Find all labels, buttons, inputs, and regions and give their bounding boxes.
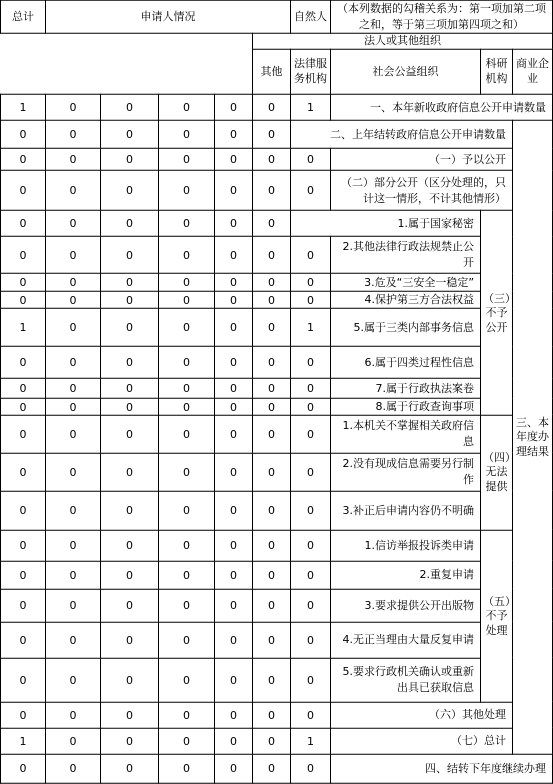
- cell-other: 0: [69, 275, 77, 289]
- cell-legal-service: 0: [126, 183, 133, 197]
- cell-commercial: 0: [268, 183, 275, 197]
- cell-other: 0: [69, 465, 77, 479]
- row-label: （六）其他处理: [331, 702, 513, 728]
- table-row: [1, 530, 553, 561]
- cell-total: 0: [19, 633, 27, 647]
- cell-research: 0: [230, 539, 237, 553]
- cell-legal-service: 0: [126, 355, 133, 369]
- cell-natural: 0: [307, 183, 314, 197]
- cell-commercial: 0: [268, 539, 275, 553]
- row-label: （七）总计: [331, 728, 513, 754]
- cell-research: 0: [230, 248, 237, 262]
- cell-research: 0: [230, 673, 237, 687]
- cell-social: 0: [183, 183, 190, 197]
- cell-natural: 0: [307, 355, 314, 369]
- cell-other: 0: [19, 216, 27, 230]
- cell-legal-service: 0: [126, 248, 133, 262]
- table-row: [1, 346, 553, 378]
- cell-commercial: 0: [268, 320, 275, 334]
- header-social: 社会公益组织: [372, 64, 439, 78]
- cell-legal-service: 0: [126, 152, 133, 166]
- cell-social: 0: [183, 568, 190, 582]
- cell-research: 0: [230, 381, 237, 395]
- header-other: 其他: [260, 64, 283, 78]
- cell-total: 0: [19, 293, 27, 307]
- cell-total: 0: [19, 762, 27, 776]
- table-row: [1, 94, 553, 120]
- cell-legal-service: 0: [69, 216, 77, 230]
- cell-research: 0: [230, 100, 237, 114]
- cell-research: 0: [230, 633, 237, 647]
- cell-other: 0: [69, 762, 77, 776]
- cell-social: 0: [183, 427, 190, 441]
- row-label: 四、结转下年度继续办理: [331, 754, 553, 783]
- cell-commercial: 0: [268, 734, 275, 748]
- table-row: [1, 273, 553, 291]
- header-legal-group: 法人或其他组织: [364, 33, 442, 47]
- cell-social: 0: [183, 465, 190, 479]
- cell-research: 0: [230, 465, 237, 479]
- cell-total: 0: [19, 708, 27, 722]
- cell-legal-service: 0: [126, 708, 133, 722]
- cell-research: 0: [230, 183, 237, 197]
- cell-other: 0: [69, 504, 77, 518]
- cell-social: 0: [183, 355, 190, 369]
- cell-legal-service: 0: [126, 568, 133, 582]
- row-label: 2.其他法律行政法规禁止公开: [331, 236, 481, 273]
- cell-social: 0: [183, 504, 190, 518]
- cell-other: 0: [69, 708, 77, 722]
- header-row-group: [1, 33, 553, 49]
- cell-natural: 0: [307, 248, 314, 262]
- cell-social: 0: [183, 633, 190, 647]
- cell-other: 0: [69, 293, 77, 307]
- cell-natural: 0: [268, 216, 275, 230]
- cell-research: 0: [230, 355, 237, 369]
- row-label: 7.属于行政执法案卷: [331, 378, 481, 398]
- table-row: [1, 658, 553, 702]
- header-natural: 自然人: [294, 9, 327, 23]
- cell-natural: 0: [307, 762, 314, 776]
- cell-commercial: 0: [230, 127, 237, 141]
- cell-natural: 0: [307, 673, 314, 687]
- cell-other: 0: [69, 381, 77, 395]
- row-label: 1.本机关不掌握相关政府信息: [331, 415, 481, 453]
- header-row-main: [1, 1, 553, 34]
- cell-social: 0: [183, 673, 190, 687]
- cell-natural: 1: [307, 320, 314, 334]
- table-row: [1, 148, 553, 170]
- cell-legal-service: 0: [126, 381, 133, 395]
- cell-total: 0: [19, 381, 27, 395]
- row-label: 8.属于行政查询事项: [331, 398, 481, 415]
- cell-natural: 0: [307, 708, 314, 722]
- cell-research: 0: [183, 216, 190, 230]
- cell-total: 0: [19, 183, 27, 197]
- header-applicant: 申请人情况: [140, 9, 196, 23]
- cell-commercial: 0: [268, 762, 275, 776]
- cell-natural: 0: [307, 152, 314, 166]
- cell-commercial: 0: [268, 100, 275, 114]
- cell-legal-service: 0: [126, 599, 133, 613]
- cell-natural: 0: [307, 293, 314, 307]
- row-label: 1.信访举报投诉类申请: [331, 530, 481, 561]
- cell-natural: 0: [307, 504, 314, 518]
- header-total: 总计: [12, 9, 34, 23]
- cell-legal-service: 0: [126, 427, 133, 441]
- cell-total: 0: [19, 275, 27, 289]
- cell-total: 1: [19, 734, 27, 748]
- cell-total: 0: [19, 599, 27, 613]
- cell-total: 0: [19, 504, 27, 518]
- row-label: 4.保护第三方合法权益: [331, 291, 481, 308]
- cell-social: 0: [183, 152, 190, 166]
- cell-legal-service: 0: [126, 673, 133, 687]
- row-label: 2.没有现成信息需要另行制作: [331, 453, 481, 491]
- row-label: 3.危及“三安全一稳定”: [331, 273, 481, 291]
- cell-social: 0: [126, 127, 133, 141]
- cell-commercial: 0: [268, 293, 275, 307]
- cell-social: 0: [183, 762, 190, 776]
- cell-other: 0: [69, 355, 77, 369]
- cell-total: 0: [19, 465, 27, 479]
- cell-other: 0: [69, 400, 77, 414]
- cell-natural: 0: [307, 465, 314, 479]
- cell-legal-service: 0: [126, 465, 133, 479]
- cell-natural: 0: [268, 127, 275, 141]
- cell-legal-service: 0: [126, 320, 133, 334]
- table-row: [1, 702, 553, 728]
- table-row: [1, 170, 553, 210]
- cell-total: 1: [19, 320, 27, 334]
- cell-research: 0: [230, 275, 237, 289]
- table-row: [1, 291, 553, 308]
- cell-legal-service: 0: [69, 127, 77, 141]
- cell-natural: 0: [307, 539, 314, 553]
- table-row: [1, 415, 553, 453]
- cell-research: 0: [230, 599, 237, 613]
- cell-commercial: 0: [268, 248, 275, 262]
- cell-total: 0: [19, 400, 27, 414]
- cell-research: 0: [230, 320, 237, 334]
- row-label: 4.无正当理由大量反复申请: [331, 622, 481, 658]
- row-label: （二）部分公开（区分处理的，只计这一情形，不计其他情形）: [331, 170, 513, 210]
- cell-legal-service: 0: [126, 100, 133, 114]
- cell-commercial: 0: [268, 465, 275, 479]
- cell-natural: 0: [307, 599, 314, 613]
- cell-other: 0: [69, 539, 77, 553]
- cell-commercial: 0: [268, 673, 275, 687]
- table-row: [1, 210, 553, 236]
- cell-research: 0: [230, 708, 237, 722]
- cell-natural: 1: [307, 100, 314, 114]
- cell-other: 0: [69, 734, 77, 748]
- header-note: （本列数据的勾稽关系为：第一项加第二项之和，等于第三项加第四项之和）: [331, 1, 553, 34]
- group-3-label: （三）不予公开: [481, 210, 513, 415]
- table-row: [1, 754, 553, 783]
- cell-research: 0: [230, 152, 237, 166]
- cell-commercial: 0: [268, 568, 275, 582]
- cell-total: 0: [19, 355, 27, 369]
- cell-commercial: 0: [268, 275, 275, 289]
- cell-commercial: 0: [268, 599, 275, 613]
- cell-legal-service: 0: [126, 293, 133, 307]
- cell-total: 0: [19, 539, 27, 553]
- table-row: [1, 491, 553, 530]
- cell-social: 0: [183, 320, 190, 334]
- cell-legal-service: 0: [126, 275, 133, 289]
- table-row: [1, 561, 553, 589]
- table-row: [1, 120, 553, 148]
- cell-other: 0: [19, 127, 27, 141]
- cell-natural: 0: [307, 568, 314, 582]
- cell-legal-service: 0: [126, 734, 133, 748]
- cell-natural: 0: [307, 400, 314, 414]
- cell-commercial: 0: [268, 400, 275, 414]
- cell-legal-service: 0: [126, 504, 133, 518]
- cell-research: 0: [230, 400, 237, 414]
- cell-natural: 1: [307, 734, 314, 748]
- cell-research: 0: [183, 127, 190, 141]
- cell-legal-service: 0: [126, 539, 133, 553]
- cell-legal-service: 0: [126, 633, 133, 647]
- table-row: [1, 308, 553, 346]
- group-4-label: （四）无法提供: [481, 415, 513, 530]
- cell-commercial: 0: [230, 216, 237, 230]
- cell-legal-service: 0: [126, 762, 133, 776]
- cell-natural: 0: [307, 275, 314, 289]
- cell-commercial: 0: [268, 381, 275, 395]
- cell-other: 0: [69, 427, 77, 441]
- cell-commercial: 0: [268, 504, 275, 518]
- table-row: [1, 622, 553, 658]
- cell-other: 0: [69, 633, 77, 647]
- header-research: 科研机构: [485, 57, 508, 85]
- cell-social: 0: [126, 216, 133, 230]
- cell-social: 0: [183, 275, 190, 289]
- table-row: [1, 589, 553, 622]
- row-label: 二、上年结转政府信息公开申请数量: [291, 120, 513, 148]
- cell-social: 0: [183, 293, 190, 307]
- row-label: 5.属于三类内部事务信息: [331, 308, 481, 346]
- cell-natural: 0: [307, 633, 314, 647]
- group-5-label: （五）不予处理: [481, 530, 513, 702]
- cell-total: 0: [19, 427, 27, 441]
- cell-other: 0: [69, 673, 77, 687]
- table-row: [1, 398, 553, 415]
- table-row: [1, 728, 553, 754]
- cell-natural: 0: [307, 381, 314, 395]
- cell-commercial: 0: [268, 708, 275, 722]
- cell-research: 0: [230, 293, 237, 307]
- row-label: 3.要求提供公开出版物: [331, 589, 481, 622]
- header-legal-service: 法律服务机构: [294, 57, 327, 85]
- row-label: 一、本年新收政府信息公开申请数量: [331, 94, 553, 120]
- cell-natural: 0: [307, 427, 314, 441]
- section-3-label: 三、本年度办理结果: [513, 120, 553, 754]
- cell-research: 0: [230, 504, 237, 518]
- row-label: （一）予以公开: [331, 148, 513, 170]
- header-row-categories: [1, 49, 553, 94]
- cell-social: 0: [183, 708, 190, 722]
- cell-total: 0: [19, 568, 27, 582]
- cell-social: 0: [183, 100, 190, 114]
- row-label: 2.重复申请: [331, 561, 481, 589]
- table-row: [1, 453, 553, 491]
- cell-social: 0: [183, 539, 190, 553]
- cell-commercial: 0: [268, 427, 275, 441]
- cell-social: 0: [183, 734, 190, 748]
- cell-other: 0: [69, 568, 77, 582]
- row-label: 1.属于国家秘密: [291, 210, 481, 236]
- header-commercial: 商业企业: [516, 57, 550, 85]
- cell-social: 0: [183, 248, 190, 262]
- cell-legal-service: 0: [126, 400, 133, 414]
- cell-other: 0: [69, 599, 77, 613]
- row-label: 3.补正后申请内容仍不明确: [331, 491, 481, 530]
- cell-research: 0: [230, 568, 237, 582]
- cell-social: 0: [183, 599, 190, 613]
- cell-commercial: 0: [268, 633, 275, 647]
- cell-other: 0: [69, 183, 77, 197]
- table-row: [1, 378, 553, 398]
- cell-total: 0: [19, 673, 27, 687]
- cell-total: 0: [19, 152, 27, 166]
- cell-commercial: 0: [268, 355, 275, 369]
- cell-commercial: 0: [268, 152, 275, 166]
- cell-total: 1: [19, 100, 27, 114]
- row-label: 6.属于四类过程性信息: [331, 346, 481, 378]
- cell-other: 0: [69, 320, 77, 334]
- table-row: [1, 236, 553, 273]
- cell-social: 0: [183, 381, 190, 395]
- cell-research: 0: [230, 427, 237, 441]
- cell-research: 0: [230, 762, 237, 776]
- cell-research: 0: [230, 734, 237, 748]
- cell-social: 0: [183, 400, 190, 414]
- cell-other: 0: [69, 248, 77, 262]
- cell-other: 0: [69, 152, 77, 166]
- row-label: 5.要求行政机关确认或重新出具已获取信息: [331, 658, 481, 702]
- cell-total: 0: [19, 248, 27, 262]
- cell-other: 0: [69, 100, 77, 114]
